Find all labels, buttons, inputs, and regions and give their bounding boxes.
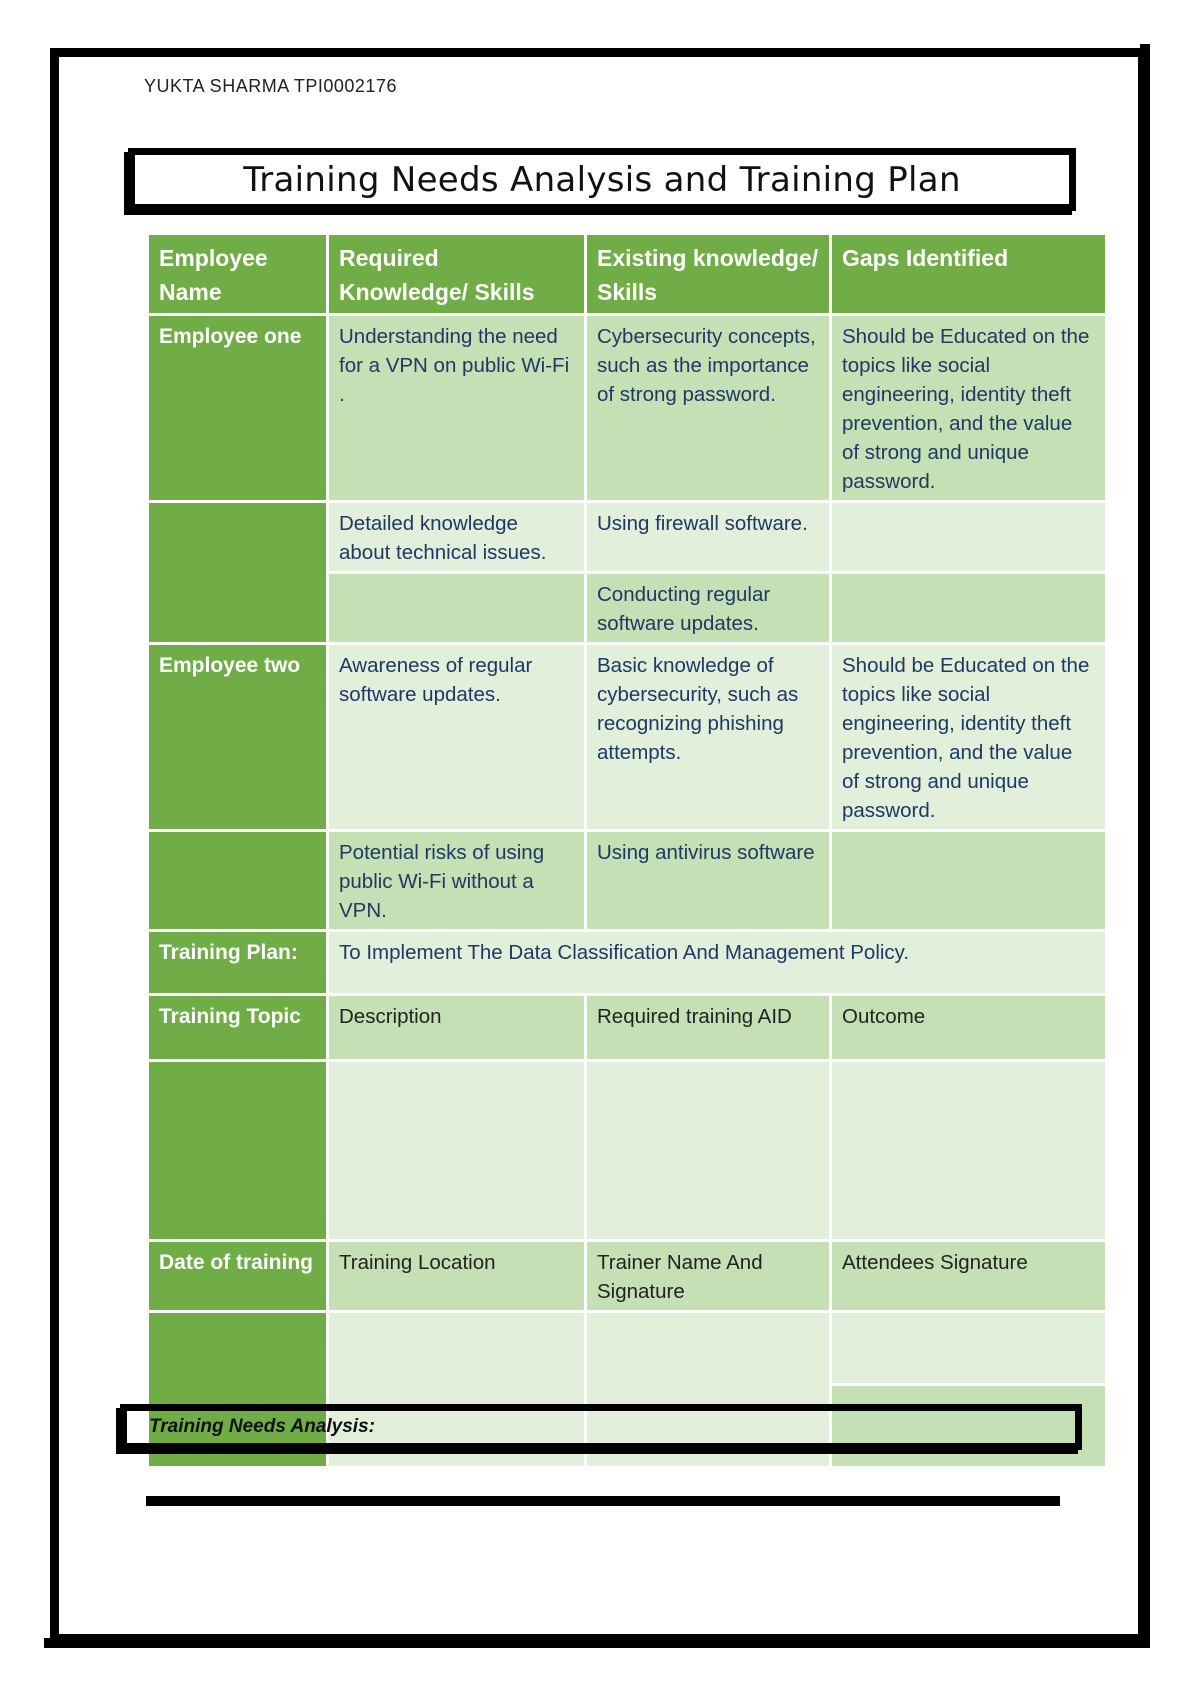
emp2-gaps-2: [831, 831, 1107, 931]
training-table: [146, 232, 1108, 1469]
page-border-shadow-bottom: [44, 1638, 1150, 1648]
emp1-required-3: [328, 573, 586, 644]
col-header-required: Required Knowledge/ Skills: [328, 234, 586, 315]
author-line: YUKTA SHARMA TPI0002176: [144, 76, 397, 96]
description-cell: [328, 1061, 586, 1241]
emp1-existing-3: Conducting regular software updates.: [586, 573, 831, 644]
emp2-existing-1: Basic knowledge of cybersecurity, such as recognizing phishing attempts.: [586, 644, 831, 831]
emp2-gaps-1: Should be Educated on the topics like social engineering, identity theft prevention, and the value of strong and unique password.: [831, 644, 1107, 831]
signature-row: [148, 1312, 1107, 1385]
employee-two-label: Employee two: [148, 644, 328, 831]
horizontal-rule: [146, 1496, 1060, 1506]
date-of-training-label: Date of training: [148, 1241, 328, 1312]
table-row: [148, 315, 1107, 502]
emp2-existing-2: Using antivirus software: [586, 831, 831, 931]
attendees-signature-header: Attendees Signature: [831, 1241, 1107, 1312]
training-aid-header: Required training AID: [586, 995, 831, 1061]
employee-one-label: Employee one: [148, 315, 328, 502]
table-header-row: [148, 234, 1107, 315]
page-border-shadow-right: [1140, 44, 1150, 1648]
emp1-required-1: Understanding the need for a VPN on public Wi-Fi .: [328, 315, 586, 502]
title-box: [128, 148, 1076, 211]
emp2-required-2: Potential risks of using public Wi-Fi without a VPN.: [328, 831, 586, 931]
emp1-gaps-2: [831, 502, 1107, 573]
training-aid-cell: [586, 1061, 831, 1241]
document-title: Training Needs Analysis and Training Plan: [243, 159, 961, 200]
col-header-existing: Existing knowledge/ Skills: [586, 234, 831, 315]
training-needs-analysis-box: [120, 1404, 1082, 1450]
date-row: [148, 1241, 1107, 1312]
emp1-required-2: Detailed knowledge about technical issues.: [328, 502, 586, 573]
training-location-header: Training Location: [328, 1241, 586, 1312]
table-row: [148, 644, 1107, 831]
training-plan-label: Training Plan:: [148, 931, 328, 995]
outcome-cell: [831, 1061, 1107, 1241]
table-row: [148, 502, 1107, 573]
training-topic-row: [148, 995, 1107, 1061]
training-topic-label: Training Topic: [148, 995, 328, 1061]
emp1-gaps-1: Should be Educated on the topics like social engineering, identity theft prevention, and the value of strong and unique password.: [831, 315, 1107, 502]
emp2-required-1: Awareness of regular software updates.: [328, 644, 586, 831]
trainer-name-header: Trainer Name And Signature: [586, 1241, 831, 1312]
attendees-signature-cell-1: [831, 1312, 1107, 1385]
emp1-gaps-3: [831, 573, 1107, 644]
table-row: [148, 831, 1107, 931]
training-topic-blank-row: [148, 1061, 1107, 1241]
col-header-employee: Employee Name: [148, 234, 328, 315]
description-header: Description: [328, 995, 586, 1061]
outcome-header: Outcome: [831, 995, 1107, 1061]
training-plan-value: To Implement The Data Classification And Management Policy.: [328, 931, 1107, 995]
emp1-existing-2: Using firewall software.: [586, 502, 831, 573]
col-header-gaps: Gaps Identified: [831, 234, 1107, 315]
emp1-label-cont: [148, 502, 328, 644]
emp1-existing-1: Cybersecurity concepts, such as the importance of strong password.: [586, 315, 831, 502]
training-topic-blank-label: [148, 1061, 328, 1241]
training-needs-analysis-label: Training Needs Analysis:: [149, 1416, 375, 1437]
emp2-label-cont: [148, 831, 328, 931]
training-plan-row: [148, 931, 1107, 995]
